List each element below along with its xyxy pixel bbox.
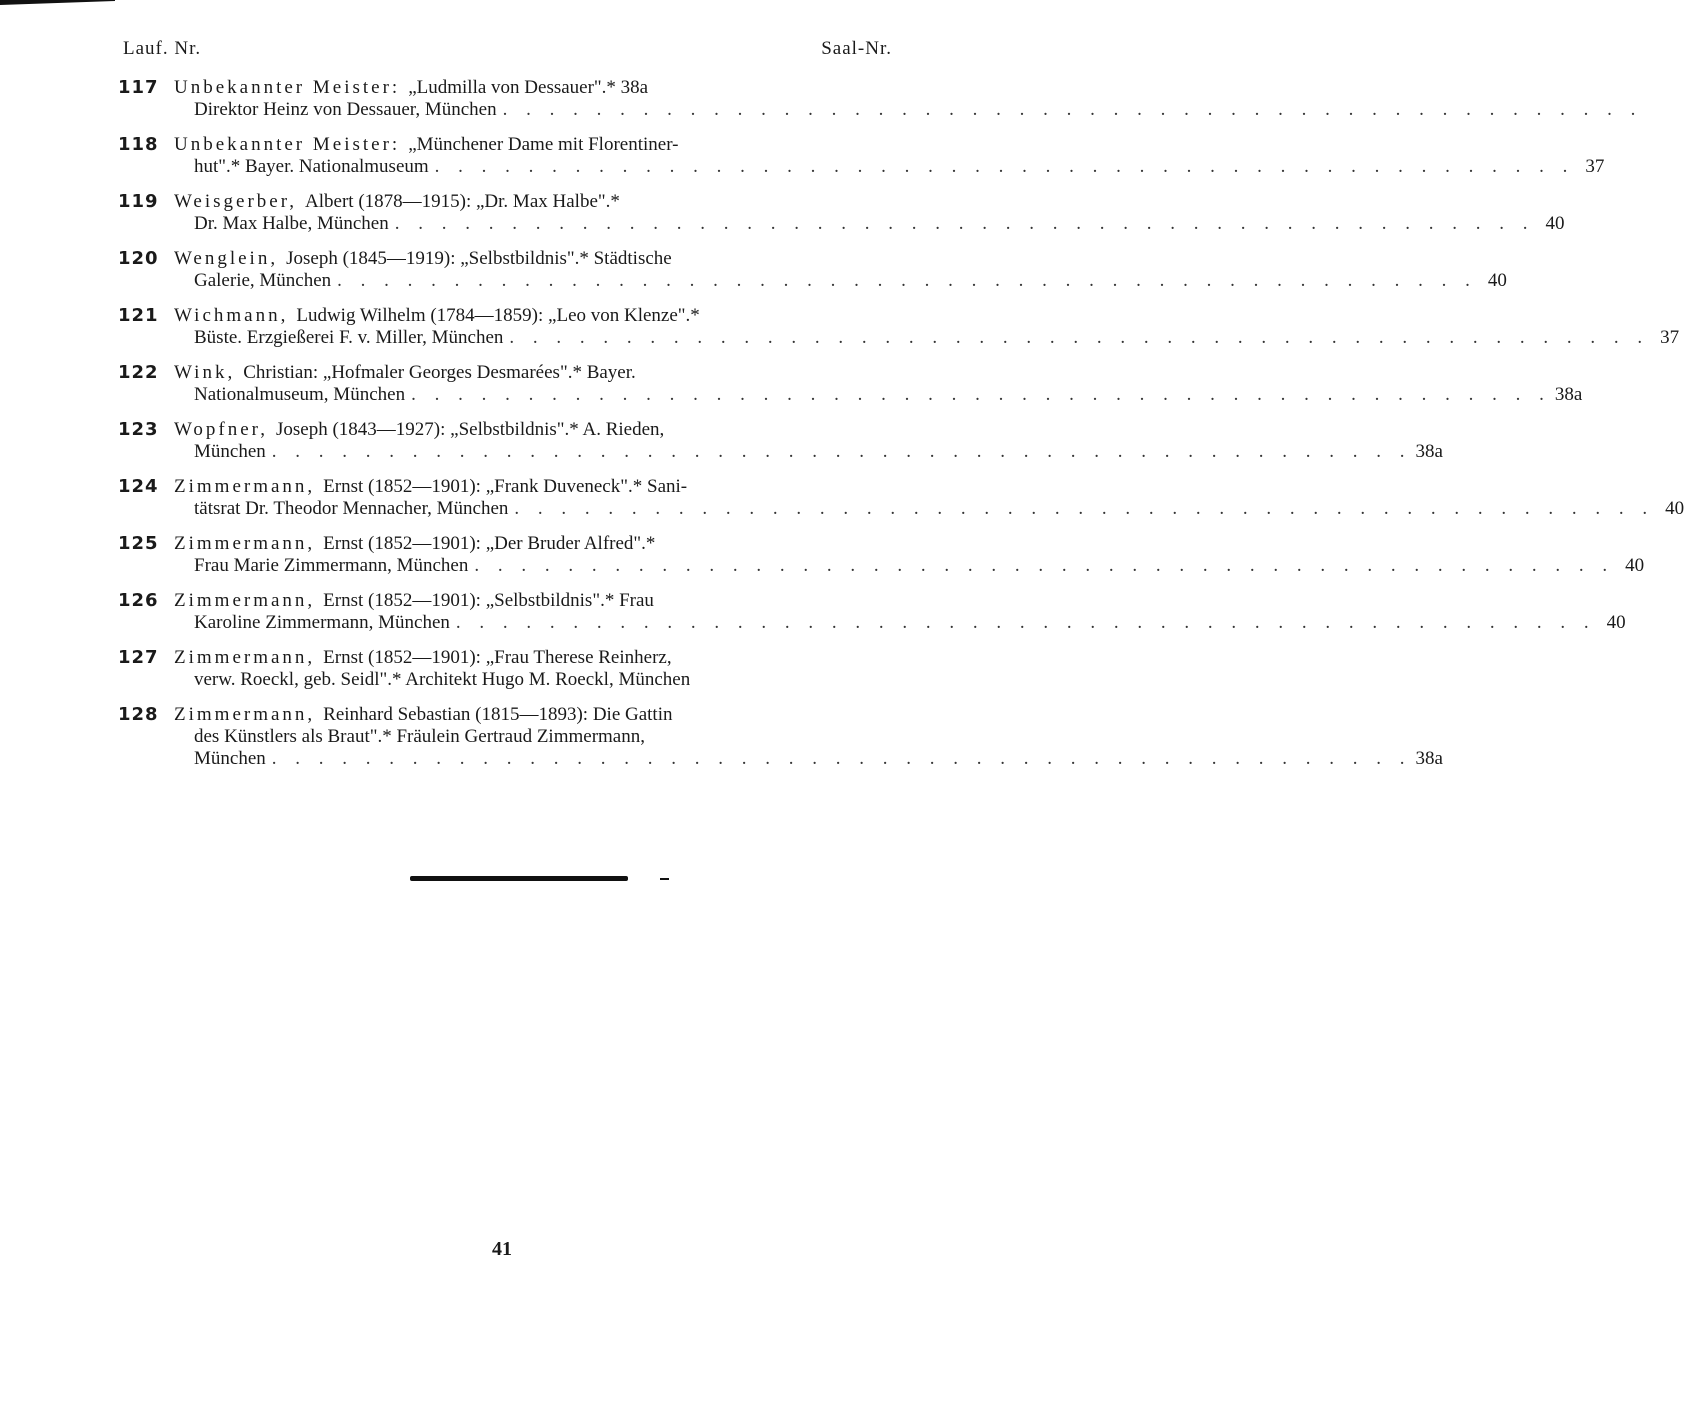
entry-owner-continued: München [194,748,266,769]
entry-room: 38a [1554,384,1583,405]
entry-title: Ernst (1852—1901): „Frau Therese Reinherz, [323,647,672,668]
entry-artist: Wopfner, [174,419,268,440]
entry-title: Reinhard Sebastian (1815—1893): Die Gattin [323,704,673,725]
entry-owner: Karoline Zimmermann, München [194,612,450,633]
catalog-entry-120 [118,248,1507,292]
entry-room: 38a [1415,441,1443,462]
entry-number: 118 [118,134,159,155]
entry-title: Ernst (1852—1901): „Selbstbildnis".* Frau [323,590,654,611]
entry-number: 121 [118,305,159,326]
entry-owner: hut".* Bayer. Nationalmuseum [194,156,429,177]
entry-owner: Nationalmuseum, München [194,384,406,405]
catalog-entry-124 [118,476,1684,520]
entry-room: 40 [1545,213,1565,234]
entry-owner: Frau Marie Zimmermann, München [194,555,469,576]
entry-title: „Münchener Dame mit Florentiner- [408,134,679,155]
entry-artist: Zimmermann, [174,533,316,554]
entry-artist: Wink, [174,362,236,383]
leader-dots [395,213,1535,235]
entry-room: 40 [1487,270,1507,291]
leader-dots [337,270,1477,292]
leader-dots [503,99,1643,121]
divider-dash [660,878,669,880]
entry-title: Ernst (1852—1901): „Frank Duveneck".* Sani- [323,476,688,497]
entry-title: Joseph (1843—1927): „Selbstbildnis".* A. Rieden, [276,419,665,440]
leader-dots [272,441,1412,463]
catalog-entry-123 [118,419,1443,463]
page-number: 41 [492,1238,512,1260]
entry-title: Ludwig Wilhelm (1784—1859): „Leo von Klenze".* [296,305,700,326]
catalog-entry-128 [118,704,1443,770]
catalog-entry-121 [118,305,1680,349]
entry-number: 119 [118,191,159,212]
entry-title: „Ludmilla von Dessauer".* 38a [408,77,649,98]
entry-number: 123 [118,419,159,440]
catalog-entry-117 [118,77,890,121]
entry-room: 38a [1415,748,1443,769]
entry-owner: Büste. Erzgießerei F. v. Miller, München [194,327,504,348]
entry-owner: des Künstlers als Braut".* Fräulein Gertraud Zimmermann, [194,726,645,747]
entry-artist: Zimmermann, [174,476,316,497]
entry-owner: Galerie, München [194,270,332,291]
entry-artist: Weisgerber, [174,191,298,212]
entry-title: Albert (1878—1915): „Dr. Max Halbe".* [305,191,620,212]
entry-title: Ernst (1852—1901): „Der Bruder Alfred".* [323,533,656,554]
catalog-entry-118 [118,134,1605,178]
leader-dots [509,327,1649,349]
entry-title: Joseph (1845—1919): „Selbstbildnis".* Städtische [286,248,672,269]
entry-owner: tätsrat Dr. Theodor Mennacher, München [194,498,509,519]
entry-artist: Unbekannter Meister: [174,77,401,98]
catalog-entry-122 [118,362,1583,406]
leader-dots [435,156,1575,178]
entry-number: 127 [118,647,159,668]
entry-artist: Zimmermann, [174,704,316,725]
entry-number: 128 [118,704,159,725]
entry-number: 122 [118,362,159,383]
entry-artist: Wenglein, [174,248,279,269]
header-running-number: Lauf. Nr. [123,38,202,59]
section-divider [410,876,628,881]
entry-room: 37 [1660,327,1680,348]
catalog-entry-127 [118,647,890,691]
leader-dots [411,384,1551,406]
leader-dots [514,498,1654,520]
entry-number: 117 [118,77,159,98]
scan-edge-mark [0,0,115,5]
entry-room: 40 [1606,612,1626,633]
entry-number: 124 [118,476,159,497]
header-room-number: Saal-Nr. [821,38,892,59]
column-header [123,38,892,62]
entry-artist: Zimmermann, [174,647,316,668]
leader-dots [474,555,1614,577]
leader-dots [272,748,1412,770]
entry-number: 126 [118,590,159,611]
entry-artist: Wichmann, [174,305,289,326]
entry-room: 37 [1585,156,1605,177]
entry-title: Christian: „Hofmaler Georges Desmarées".* Bayer. [243,362,636,383]
entry-owner: Dr. Max Halbe, München [194,213,389,234]
leader-dots [456,612,1596,634]
catalog-entry-125 [118,533,1645,577]
entry-owner: Direktor Heinz von Dessauer, München [194,99,497,120]
entry-owner: München [194,441,266,462]
entry-artist: Zimmermann, [174,590,316,611]
entry-room: 40 [1665,498,1684,519]
entry-room: 40 [1625,555,1645,576]
entry-number: 120 [118,248,159,269]
catalog-entry-119 [118,191,1565,235]
catalog-entry-126 [118,590,1626,634]
entry-artist: Unbekannter Meister: [174,134,401,155]
entry-owner: verw. Roeckl, geb. Seidl".* Architekt Hugo M. Roeckl, München [194,669,691,690]
entry-number: 125 [118,533,159,554]
catalog-list [118,77,1684,783]
